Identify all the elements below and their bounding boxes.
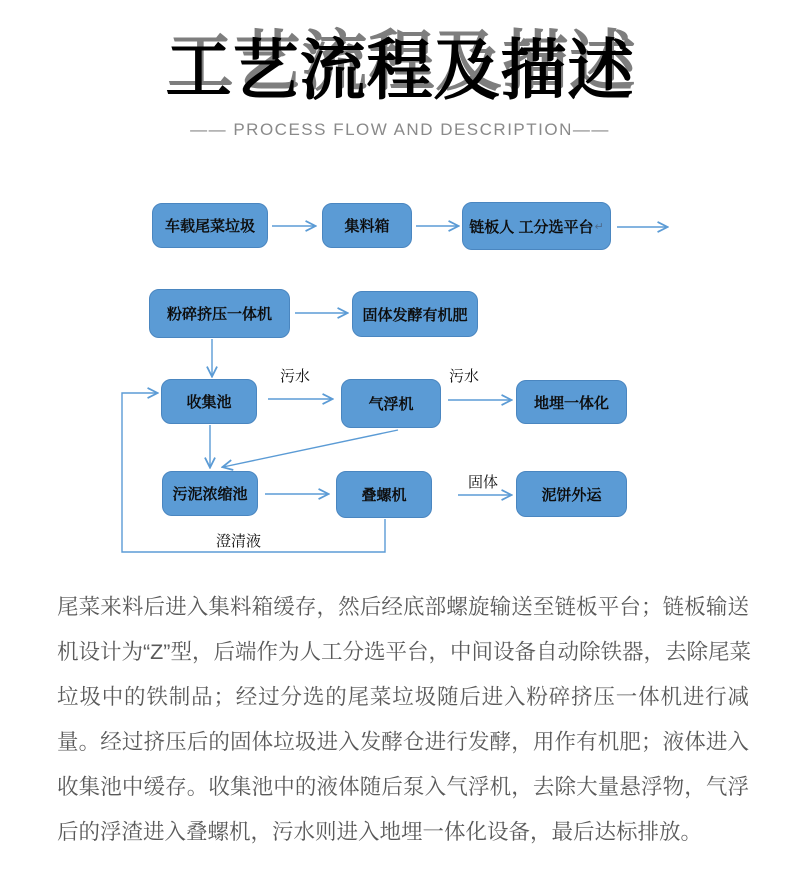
return-mark-icon: ↵ bbox=[594, 220, 604, 233]
edge-label-sewage-2: 污水 bbox=[449, 368, 480, 385]
description-line: 垃圾中的铁制品；经过分选的尾菜垃圾随后进入粉碎挤压一体机进行减 bbox=[57, 685, 749, 709]
flow-box-label: 集料箱 bbox=[344, 218, 390, 235]
description-line: 后的浮渣进入叠螺机，污水则进入地埋一体化设备，最后达标排放。 bbox=[57, 820, 703, 844]
flow-box-chain-plate-platform bbox=[462, 202, 611, 250]
flow-box-label: 泥饼外运 bbox=[541, 486, 602, 504]
description-line: 量。经过挤压后的固体垃圾进入发酵仓进行发酵，用作有机肥；液体进入 bbox=[57, 730, 749, 754]
description-line: 尾菜来料后进入集料箱缓存，然后经底部螺旋输送至链板平台；链板输送 bbox=[57, 595, 749, 619]
flow-box-label: 车载尾菜垃圾 bbox=[164, 218, 255, 235]
arrow-flotation-to-sludge bbox=[223, 430, 398, 467]
description-line: 收集池中缓存。收集池中的液体随后泵入气浮机，去除大量悬浮物，气浮 bbox=[57, 775, 749, 799]
flow-box-collection-pool bbox=[161, 379, 257, 424]
flow-box-air-flotation bbox=[341, 379, 441, 428]
flow-box-label: 叠螺机 bbox=[361, 487, 407, 504]
process-description bbox=[57, 585, 749, 855]
flow-box-label: 收集池 bbox=[186, 394, 232, 411]
flow-box-screw-press bbox=[336, 471, 432, 518]
flow-box-buried-integrated bbox=[516, 380, 627, 424]
page-subtitle: —— PROCESS FLOW AND DESCRIPTION—— bbox=[190, 120, 610, 139]
flow-box-collection-bin bbox=[322, 203, 412, 248]
flow-box-label: 固体发酵有机肥 bbox=[362, 306, 468, 324]
page-title: 工艺流程及描述 bbox=[165, 33, 635, 107]
flow-box-label: 链板人 工分选平台 bbox=[469, 218, 594, 236]
flow-box-solid-fermentation bbox=[352, 291, 478, 337]
edge-label-solid: 固体 bbox=[468, 474, 499, 491]
flow-box-label: 气浮机 bbox=[368, 396, 414, 413]
description-line: 机设计为“Z”型，后端作为人工分选平台，中间设备自动除铁器，去除尾菜 bbox=[57, 640, 751, 664]
flow-box-label: 地埋一体化 bbox=[533, 394, 609, 412]
flow-box-crusher-press bbox=[149, 289, 290, 338]
flow-box-sludge-thickening bbox=[162, 471, 258, 516]
flow-box-label: 粉碎挤压一体机 bbox=[166, 306, 272, 323]
edge-label-clarified-liquid: 澄清液 bbox=[216, 533, 262, 550]
edge-label-sewage-1: 污水 bbox=[280, 368, 311, 385]
flow-box-vehicle-waste bbox=[152, 203, 268, 248]
process-flowchart bbox=[0, 190, 800, 575]
flow-box-label: 污泥浓缩池 bbox=[172, 486, 248, 503]
flow-box-mud-cake-transport bbox=[516, 471, 627, 517]
